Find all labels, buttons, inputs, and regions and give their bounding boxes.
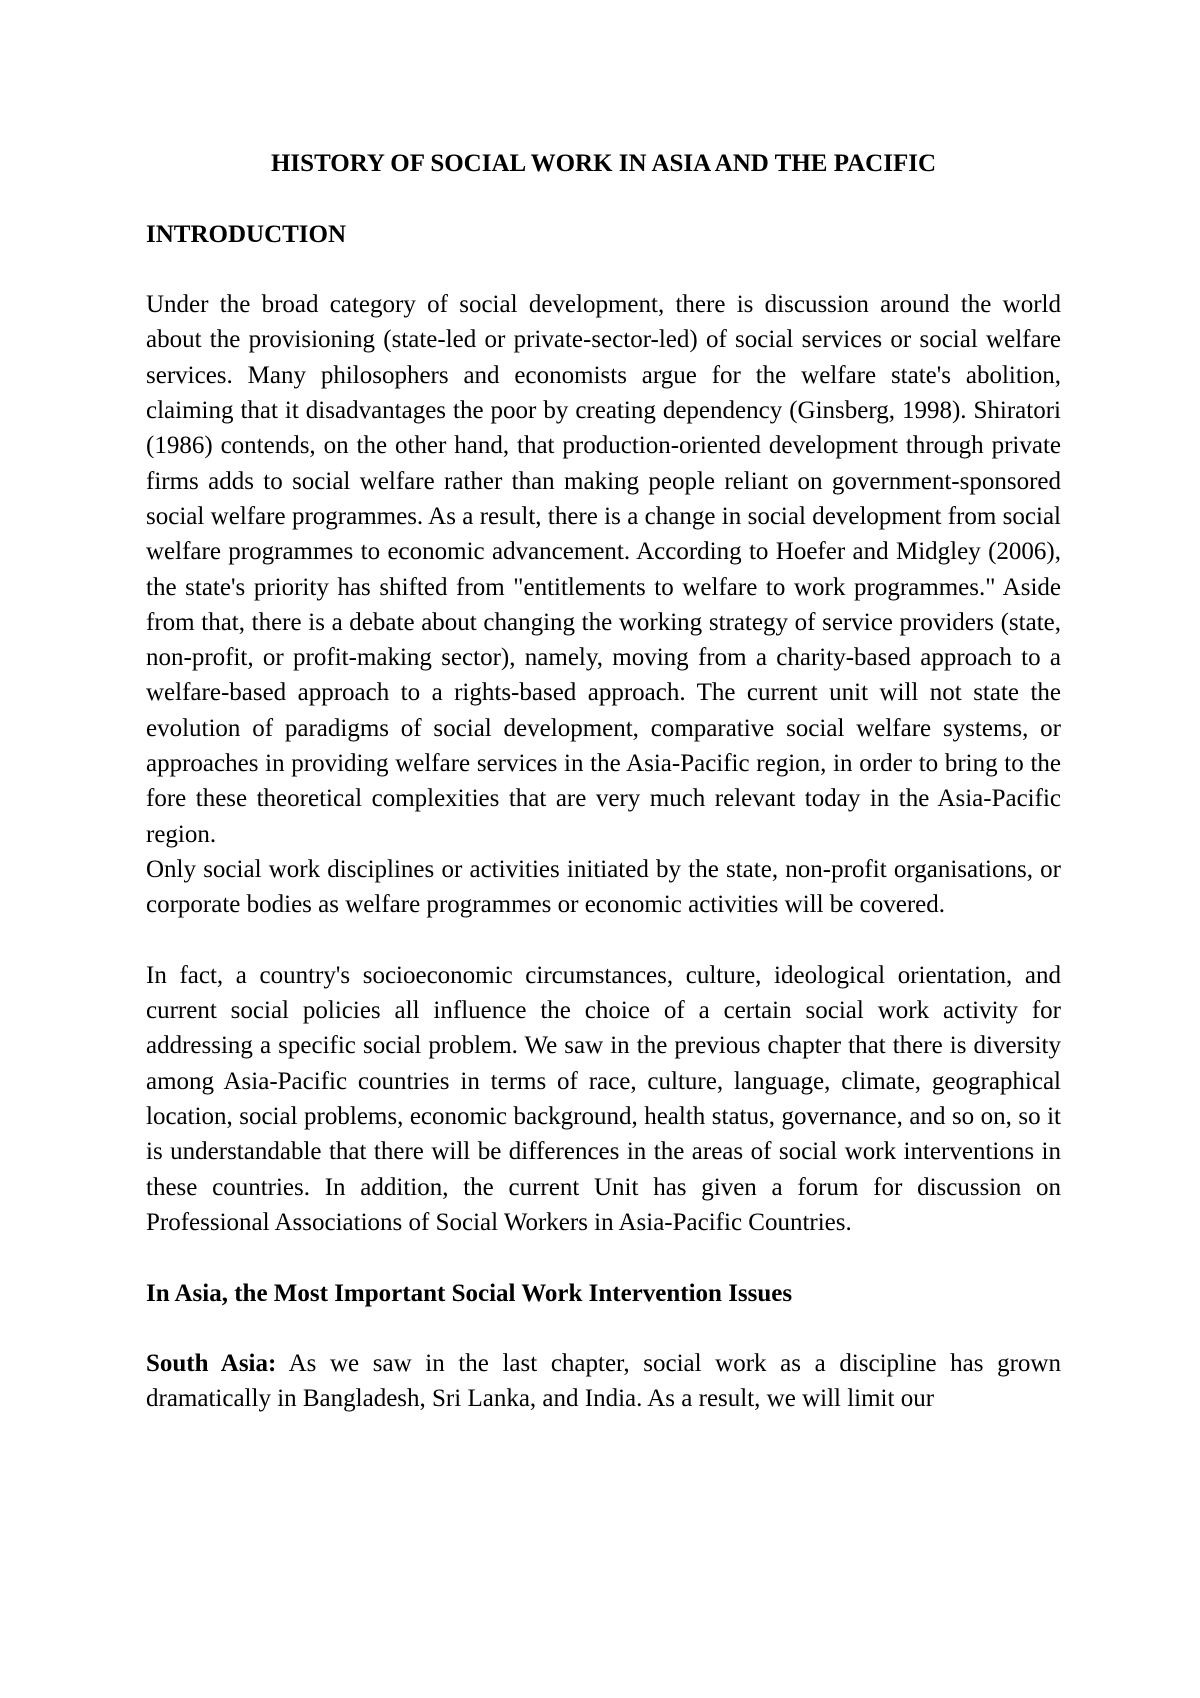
paragraph-scope: Only social work disciplines or activities initiated by the state, non-profit organisations, or corporate bodies as welfare programmes or economic activities will be covered. bbox=[146, 855, 1061, 919]
document-title: HISTORY OF SOCIAL WORK IN ASIA AND THE PACIFIC bbox=[270, 150, 936, 177]
spacer bbox=[146, 1311, 1061, 1346]
south-asia-text: As we saw in the last chapter, social work as a discipline has grown dramatically in Bangladesh, Sri Lanka, and India. As a result, we will limit our bbox=[146, 1350, 1061, 1413]
south-asia-label: South Asia: bbox=[146, 1350, 277, 1378]
paragraph-introduction: Under the broad category of social development, there is discussion around the world about the provisioning (state-led or private-sector-led) of social services or social welfare services. Many philosophers and economists argue for the welfare state's abolition, claiming that it disadvantages the poor by creating dependency (Ginsberg, 1998). Shiratori (1986) contends, on the other hand, that production-oriented development through private firms adds to social welfare rather than making people reliant on government-sponsored social welfare programmes. As a result, there is a change in social development from social welfare programmes to economic advancement. According to Hoefer and Midgley (2006), the state's priority has shifted from "entitlements to welfare to work programmes." Aside from that, there is a debate about changing the working strategy of service providers (state, non-profit, or profit-making sector), namely, moving from a charity-based approach to a welfare-based approach to a rights-based approach. The current unit will not state the evolution of paradigms of social development, comparative social welfare systems, or approaches in providing welfare services in the Asia-Pacific region, in order to bring to the fore these theoretical complexities that are very much relevant today in the Asia-Pacific region. bbox=[146, 291, 1061, 848]
issues-heading: In Asia, the Most Important Social Work Intervention Issues bbox=[146, 1279, 793, 1307]
spacer bbox=[146, 923, 1061, 958]
spacer bbox=[146, 181, 1061, 216]
spacer bbox=[146, 1240, 1061, 1275]
paragraph-context: In fact, a country's socioeconomic circumstances, culture, ideological orientation, and current social policies all influence the choice of a certain social work activity for addressing a specific social problem. We saw in the previous chapter that there is diversity among Asia-Pacific countries in terms of race, culture, language, climate, geographical location, social problems, economic background, health status, governance, and so on, so it is understandable that there will be differences in the areas of social work interventions in these countries. In addition, the current Unit has given a forum for discussion on Professional Associations of Social Workers in Asia-Pacific Countries. bbox=[146, 961, 1061, 1236]
paragraph-south-asia bbox=[146, 1346, 1061, 1417]
introduction-heading: INTRODUCTION bbox=[146, 220, 347, 248]
spacer bbox=[146, 252, 1061, 287]
document-body bbox=[146, 146, 1061, 1417]
